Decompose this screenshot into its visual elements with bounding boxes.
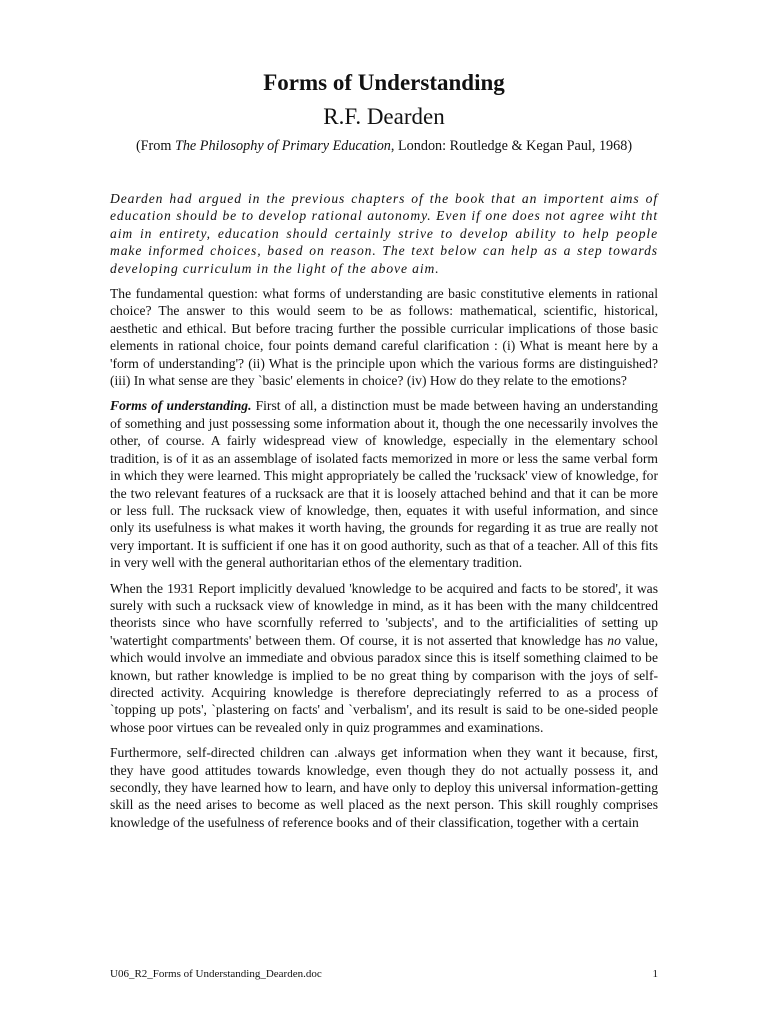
- section-heading: Forms of understanding.: [110, 398, 252, 414]
- document-title: Forms of Understanding: [263, 70, 505, 95]
- document-author: R.F. Dearden: [323, 104, 445, 129]
- paragraph-fundamental-question: The fundamental question: what forms of understanding are basic constitutive elements in rational choice? The answer to this would seem to be as follows: mathematical, scientific, historical, aesthetic and ethical. But before tracing further the possible curricular implications of those basic elements in rational choice, four points demand careful clarification : (i) What is meant here by a 'form of understanding'? (ii) What is the principle upon which the various forms are distinguished? (iii) In what sense are they `basic' elements in choice? (iv) How do they relate to the emotions?: [110, 286, 658, 389]
- paragraph-text: When the 1931 Report implicitly devalued 'knowledge to be acquired and facts to be stored', it was surely with such a rucksack view of knowledge in mind, as it has been with the many childcentred theorists since who have scornfully referred to 'subjects', and to the artificialities of setting up 'watertight compartments' between them. Of course, it is not asserted that knowledge has: [110, 580, 658, 648]
- source-prefix: (From: [135, 138, 175, 154]
- footer-filename: U06_R2_Forms of Understanding_Dearden.doc: [110, 968, 322, 980]
- paragraph-1931-report: [110, 580, 658, 737]
- intro-paragraph: Dearden had argued in the previous chapters of the book that an importent aims of education should be to develop rational autonomy. Even if one does not agree wiht tht aim in entirety, education should certainly strive to develop ability to help people make informed choices, based on reason. The text below can help as a step towards developing curriculum in the light of the above aim.: [110, 191, 658, 276]
- paragraph-text: First of all, a distinction must be made between having an understanding of something and just possessing some information about it, though the one necessarily involves the other, of course. A fairly widespread view of knowledge, especially in the elementary school tradition, is of it as an assemblage of isolated facts memorized in more or less the same verbal form in which they were learned. This might appropriately be called the 'rucksack' view of knowledge, for the two relevant features of a rucksack are that it is loosely attached behind and that it can be more or less full. The rucksack view of knowledge, then, equates it with useful information, and since only its usefulness is what makes it worth having, the grounds for regarding it as true are really not very important. It is sufficient if one has it on good authority, such as that of a teacher. All of this fits in very well with the general authoritarian ethos of the elementary tradition.: [110, 398, 658, 571]
- paragraph-self-directed-children: Furthermore, self-directed children can .always get information when they want it because, first, they have good attitudes towards knowledge, even though they do not actually possess it, and secondly, they have learned how to learn, and have only to deploy this universal information-getting skill as the need arises to become as well placed as the next person. This skill roughly comprises knowledge of the usefulness of reference books and of their classification, together with a certain: [110, 745, 658, 830]
- document-body: [110, 190, 658, 839]
- paragraph-forms-of-understanding: [110, 397, 658, 571]
- emphasis-no: no: [607, 632, 621, 648]
- paragraph-text: value, which would involve an immediate and obvious paradox since this is itself something claimed to be known, but rather knowledge is implied to be no great thing by comparison with the joys of self-directed activity. Acquiring knowledge is therefore depreciatingly referred to as a process of `topping up pots', `plastering on facts' and `verbalism', and its result is said to be one-sided people whose poor virtues can be revealed only in quiz programmes and examinations.: [110, 632, 658, 735]
- source-book-title: The Philosophy of Primary Education: [174, 138, 391, 154]
- source-citation: [0, 138, 768, 155]
- source-suffix: , London: Routledge & Kegan Paul, 1968): [390, 138, 633, 154]
- footer-page-number: 1: [652, 968, 658, 980]
